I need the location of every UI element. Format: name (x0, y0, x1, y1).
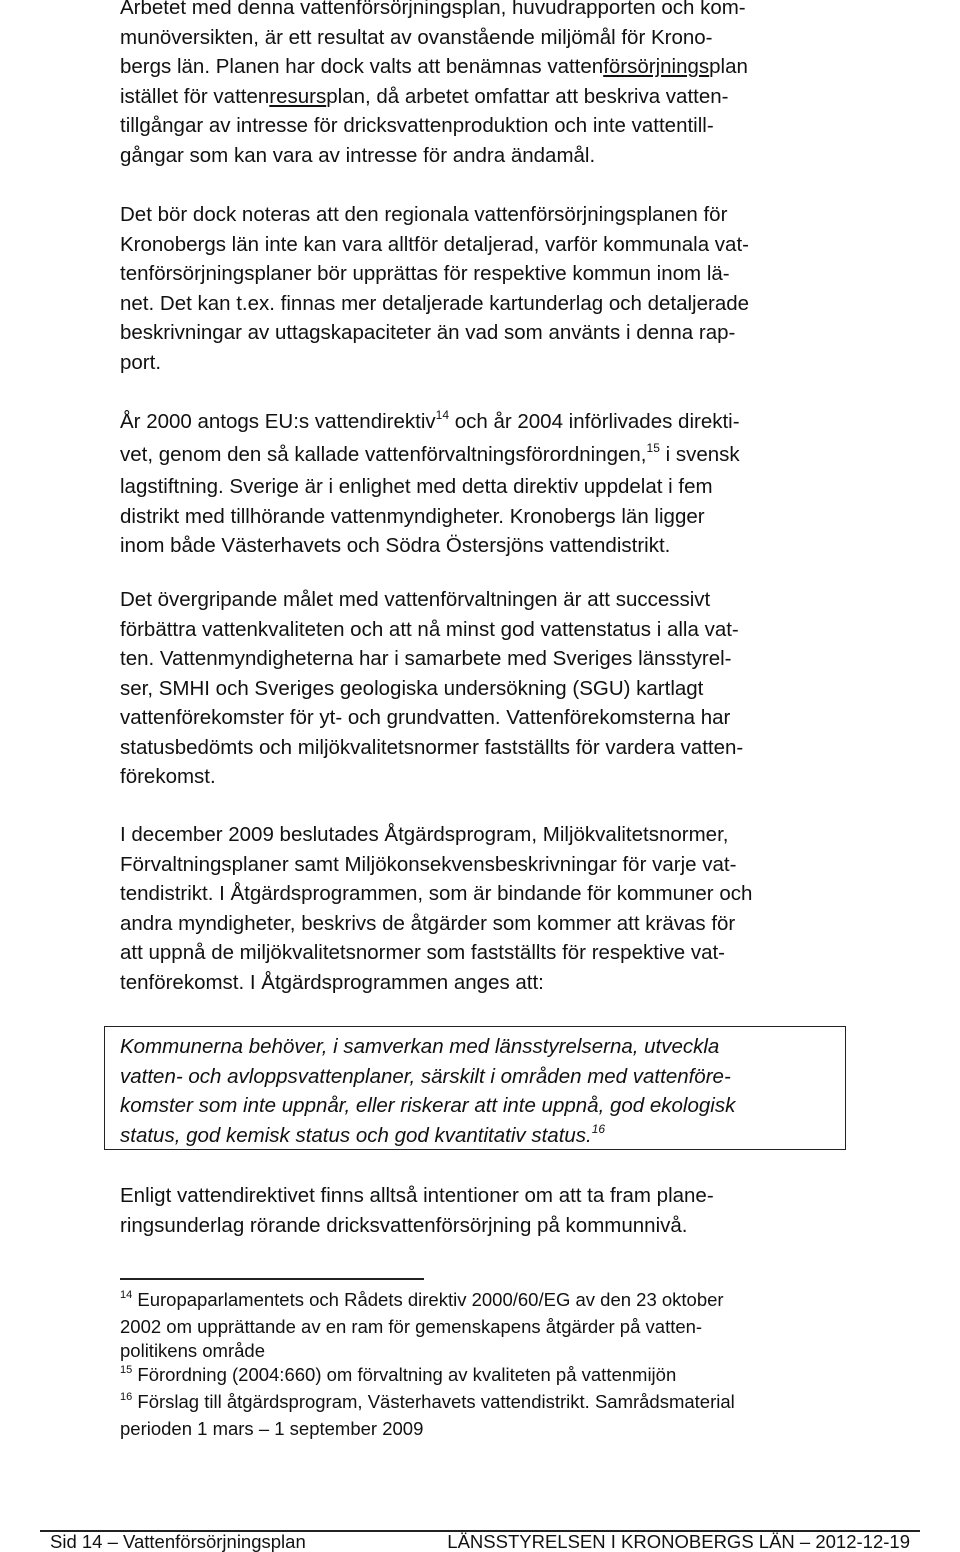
text-line: bergs län. Planen har dock valts att benämnas vattenförsörjningsplan (120, 55, 748, 78)
text-line: ringsunderlag rörande dricksvattenförsörjning på kommunnivå. (120, 1213, 688, 1237)
text-line: Enligt vattendirektivet finns alltså intentioner om att ta fram plane- (120, 1184, 714, 1207)
text-line: Arbetet med denna vattenförsörjningsplan, huvudrapporten och kom- (120, 0, 746, 19)
text-line: Kronobergs län inte kan vara alltför detaljerad, varför kommunala vat- (120, 232, 749, 256)
footnote-separator (120, 1278, 424, 1280)
text-line: gångar som kan vara av intresse för andra ändamål. (120, 143, 596, 167)
quote-line: vatten- och avloppsvattenplaner, särskilt i områden med vattenföre- (120, 1064, 731, 1088)
text-line: tenförekomst. I Åtgärdsprogrammen anges att: (120, 970, 544, 994)
text-line: att uppnå de miljökvalitetsnormer som fastställts för respektive vat- (120, 941, 725, 964)
underlined-term: försörjnings (603, 55, 710, 78)
text-line: Det övergripande målet med vattenförvaltningen är att successivt (120, 588, 711, 611)
footnote-14: $^{14}$ Europaparlamentets och Rådets direktiv 2000/60/EG av den 23 oktober (120, 1289, 724, 1310)
text-line: munöversikten, är ett resultat av ovanstående miljömål för Krono- (120, 25, 713, 49)
text-line: port. (120, 350, 162, 374)
text-line: net. Det kan t.ex. finnas mer detaljerade kartunderlag och detaljerade (120, 291, 750, 315)
text-line: tendistrikt. I Åtgärdsprogrammen, som är bindande för kommuner och (120, 882, 753, 905)
text-line: förbättra vattenkvaliteten och att nå minst god vattenstatus i alla vat- (120, 617, 739, 641)
text-line: Det bör dock noteras att den regionala vattenförsörjningsplanen för (120, 203, 728, 226)
footnote-ref-15[interactable]: 15 (646, 440, 660, 455)
text-line: År 2000 antogs EU:s vattendirektiv$^{14}$ och år 2004 införlivades direkti- (120, 408, 740, 433)
footer-page-label: Sid 14 – Vattenförsörjningsplan (50, 1531, 306, 1552)
text-line: vattenförekomster för yt- och grundvatten. Vattenförekomsterna har (120, 706, 731, 729)
text-line: Förvaltningsplaner samt Miljökonsekvensbeskrivningar för varje vat- (120, 852, 737, 876)
text-line: vet, genom den så kallade vattenförvaltningsförordningen,$^{15}$ i svensk (120, 440, 740, 466)
paragraph-4 (120, 585, 743, 792)
quote-line: komster som inte uppnår, eller riskerar att inte uppnå, god ekologisk (120, 1094, 736, 1117)
footnote-ref-16[interactable]: 16 (591, 1121, 606, 1136)
text-line: beskrivningar av uttagskapaciteter än vad som använts i denna rap- (120, 321, 736, 344)
paragraph-1 (120, 0, 748, 170)
footnote-15: $^{15}$ Förordning (2004:660) om förvaltning av kvaliteten på vattenmijön (120, 1364, 677, 1385)
footnote-line: perioden 1 mars – 1 september 2009 (120, 1418, 424, 1439)
footnotes (120, 1288, 735, 1441)
text-line: tillgångar av intresse för dricksvattenproduktion och inte vattentill- (120, 114, 714, 137)
footnote-16: $^{16}$ Förslag till åtgärdsprogram, Västerhavets vattendistrikt. Samrådsmaterial (120, 1391, 735, 1412)
footer-organization-date: LÄNSSTYRELSEN I KRONOBERGS LÄN – 2012-12-19 (447, 1531, 910, 1552)
quote-text (120, 1032, 735, 1153)
quote-line: status, god kemisk status och god kvantitativ status.$^{16}$ (120, 1121, 606, 1147)
underlined-term: resurs (269, 84, 327, 108)
text-line: distrikt med tillhörande vattenmyndigheter. Kronobergs län ligger (120, 504, 705, 528)
text-line: förekomst. (120, 765, 216, 788)
text-line: statusbedömts och miljökvalitetsnormer fastställts för vardera vatten- (120, 735, 744, 759)
text-line: inom både Västerhavets och Södra Östersjöns vattendistrikt. (120, 534, 671, 557)
text-line: tenförsörjningsplaner bör upprättas för respektive kommun inom lä- (120, 262, 730, 285)
footnote-line: 2002 om upprättande av en ram för gemenskapens åtgärder på vatten- (120, 1316, 703, 1337)
paragraph-6 (120, 1181, 714, 1240)
paragraph-2 (120, 200, 749, 377)
text-line: I december 2009 beslutades Åtgärdsprogram, Miljökvalitetsnormer, (120, 823, 729, 846)
text-line: ten. Vattenmyndigheterna har i samarbete med Sveriges länsstyrel- (120, 647, 732, 670)
text-line: istället för vattenresursplan, då arbetet omfattar att beskriva vatten- (120, 84, 729, 108)
footnote-line: politikens område (120, 1340, 265, 1361)
text-line: ser, SMHI och Sveriges geologiska undersökning (SGU) kartlagt (120, 676, 704, 700)
text-line: lagstiftning. Sverige är i enlighet med detta direktiv uppdelat i fem (120, 475, 713, 498)
footnote-ref-14[interactable]: 14 (435, 408, 449, 422)
paragraph-5 (120, 820, 752, 997)
paragraph-3 (120, 407, 740, 561)
text-line: andra myndigheter, beskrivs de åtgärder som kommer att krävas för (120, 911, 736, 935)
quote-line: Kommunerna behöver, i samverkan med länsstyrelserna, utveckla (120, 1035, 720, 1058)
